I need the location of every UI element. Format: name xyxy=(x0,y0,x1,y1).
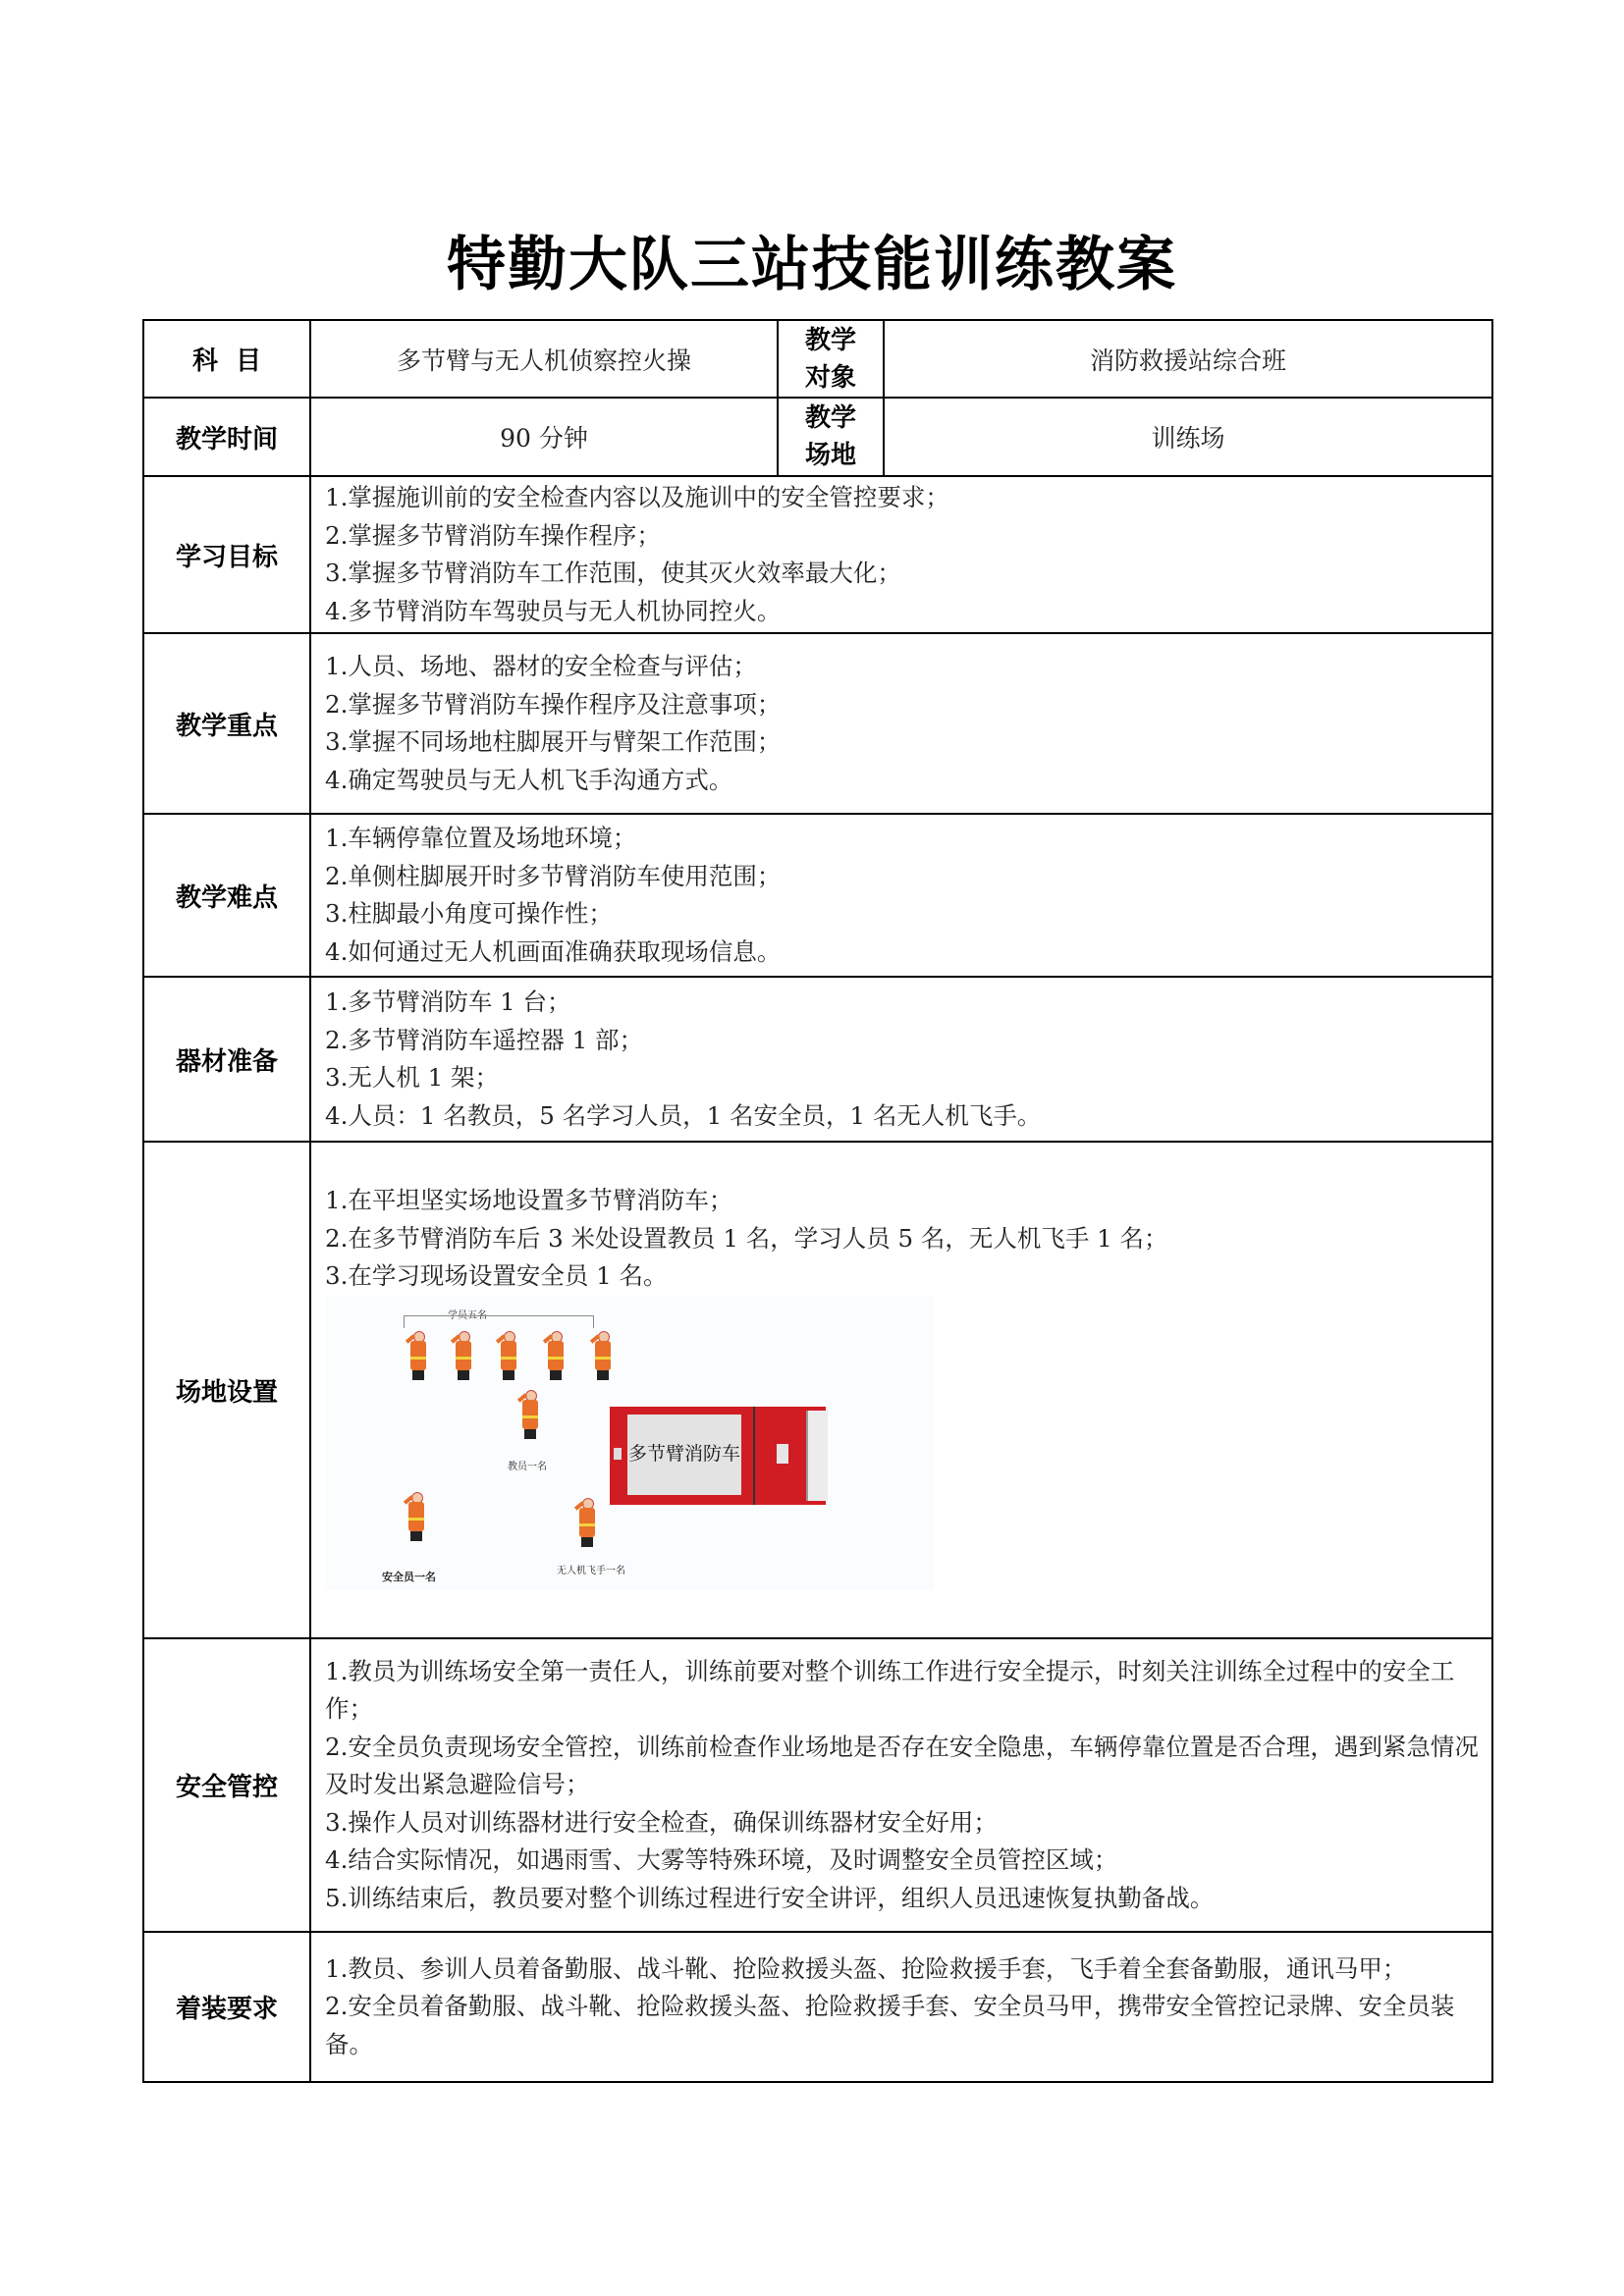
document-title: 特勤大队三站技能训练教案 xyxy=(447,231,1177,299)
table-row-attire xyxy=(143,1932,1492,2082)
instructor-figure-icon xyxy=(517,1390,543,1439)
venue-label xyxy=(778,398,884,476)
lesson-plan-table xyxy=(142,319,1493,2083)
site-setup-item: 2.在多节臂消防车后 3 米处设置教员 1 名，学习人员 5 名，无人机飞手 1 名； xyxy=(325,1223,1168,1253)
difficulty-item: 1.车辆停靠位置及场地环境； xyxy=(325,824,637,852)
attire-item: 2.安全员着备勤服、战斗靴、抢险救援头盔、抢险救援手套、安全员马甲，携带安全管控记录牌、安全员装备。 xyxy=(325,1992,1455,2058)
difficulty-item: 3.柱脚最小角度可操作性； xyxy=(325,899,613,928)
equipment-content xyxy=(310,977,1492,1142)
difficulties-label: 教学难点 xyxy=(143,814,310,977)
student-figure-icon xyxy=(406,1331,431,1380)
site-setup-label: 场地设置 xyxy=(143,1142,310,1638)
safety-content xyxy=(310,1638,1492,1932)
site-setup-content xyxy=(310,1142,1492,1638)
attire-label: 着装要求 xyxy=(143,1932,310,2082)
safety-item: 1.教员为训练场安全第一责任人，训练前要对整个训练工作进行安全提示，时刻关注训练全过程中的安全工作； xyxy=(325,1656,1455,1724)
equipment-item: 3.无人机 1 架； xyxy=(325,1063,500,1092)
key-point-item: 3.掌握不同场地柱脚展开与臂架工作范围； xyxy=(325,727,782,756)
objectives-content xyxy=(310,476,1492,633)
venue-label-text: 教学场地 xyxy=(804,403,856,470)
duration-label: 教学时间 xyxy=(143,398,310,476)
venue-value: 训练场 xyxy=(884,398,1492,476)
equipment-item: 1.多节臂消防车 1 台； xyxy=(325,988,571,1016)
site-setup-item: 3.在学习现场设置安全员 1 名。 xyxy=(325,1261,668,1290)
equipment-label: 器材准备 xyxy=(143,977,310,1142)
safety-item: 2.安全员负责现场安全管控，训练前检查作业场地是否存在安全隐患，车辆停靠位置是否合理，遇到紧急情况及时发出紧急避险信号； xyxy=(325,1732,1479,1799)
site-setup-item: 1.在平坦坚实场地设置多节臂消防车； xyxy=(325,1186,733,1214)
student-figure-icon xyxy=(543,1331,568,1380)
objective-item: 4.多节臂消防车驾驶员与无人机协同控火。 xyxy=(325,596,782,625)
subject-value: 多节臂与无人机侦察控火操 xyxy=(310,320,778,398)
table-row-equipment xyxy=(143,977,1492,1142)
students-bracket xyxy=(404,1315,594,1328)
table-row-time xyxy=(143,398,1492,476)
equipment-item: 2.多节臂消防车遥控器 1 部； xyxy=(325,1025,644,1054)
student-figure-icon xyxy=(496,1331,521,1380)
key-points-content xyxy=(310,633,1492,814)
drone-pilot-figure-icon xyxy=(574,1498,600,1547)
objectives-label: 学习目标 xyxy=(143,476,310,633)
safety-item: 3.操作人员对训练器材进行安全检查，确保训练器材安全好用； xyxy=(325,1807,998,1837)
table-row-subject xyxy=(143,320,1492,398)
table-row-difficulties xyxy=(143,814,1492,977)
site-layout-diagram xyxy=(325,1296,934,1590)
audience-label xyxy=(778,320,884,398)
key-point-item: 4.确定驾驶员与无人机飞手沟通方式。 xyxy=(325,765,733,794)
audience-label-text: 教学对象 xyxy=(804,325,856,393)
duration-value: 90 分钟 xyxy=(310,398,778,476)
objective-item: 2.掌握多节臂消防车操作程序； xyxy=(325,520,661,550)
instructor-label: 教员一名 xyxy=(508,1461,547,1472)
equipment-item: 4.人员：1 名教员，5 名学习人员，1 名安全员，1 名无人机飞手。 xyxy=(325,1100,1042,1130)
safety-label: 安全管控 xyxy=(143,1638,310,1932)
key-points-label: 教学重点 xyxy=(143,633,310,814)
attire-content xyxy=(310,1932,1492,2082)
difficulties-content xyxy=(310,814,1492,977)
safety-officer-figure-icon xyxy=(404,1492,429,1541)
difficulty-item: 4.如何通过无人机画面准确获取现场信息。 xyxy=(325,936,782,966)
safety-officer-label: 安全员一名 xyxy=(382,1570,436,1583)
difficulty-item: 2.单侧柱脚展开时多节臂消防车使用范围； xyxy=(325,861,782,890)
students-label: 学员五名 xyxy=(448,1309,487,1321)
fire-truck-icon xyxy=(610,1407,826,1505)
drone-pilot-label: 无人机飞手一名 xyxy=(557,1565,625,1576)
objective-item: 3.掌握多节臂消防车工作范围，使其灭火效率最大化； xyxy=(325,559,901,587)
student-figure-icon xyxy=(451,1331,476,1380)
safety-item: 4.结合实际情况，如遇雨雪、大雾等特殊环境，及时调整安全员管控区域； xyxy=(325,1845,1118,1875)
objective-item: 1.掌握施训前的安全检查内容以及施训中的安全管控要求； xyxy=(325,483,949,511)
fire-truck-label: 多节臂消防车 xyxy=(627,1415,741,1495)
key-point-item: 2.掌握多节臂消防车操作程序及注意事项； xyxy=(325,689,782,719)
safety-item: 5.训练结束后，教员要对整个训练过程进行安全讲评，组织人员迅速恢复执勤备战。 xyxy=(325,1883,1215,1912)
attire-item: 1.教员、参训人员着备勤服、战斗靴、抢险救援头盔、抢险救援手套，飞手着全套备勤服，通讯马甲； xyxy=(325,1953,1407,1983)
student-figure-icon xyxy=(590,1331,616,1380)
subject-label: 科 目 xyxy=(143,320,310,398)
audience-value: 消防救援站综合班 xyxy=(884,320,1492,398)
table-row-safety xyxy=(143,1638,1492,1932)
table-row-objectives xyxy=(143,476,1492,633)
key-point-item: 1.人员、场地、器材的安全检查与评估； xyxy=(325,652,757,680)
table-row-site-setup xyxy=(143,1142,1492,1638)
table-row-key-points xyxy=(143,633,1492,814)
